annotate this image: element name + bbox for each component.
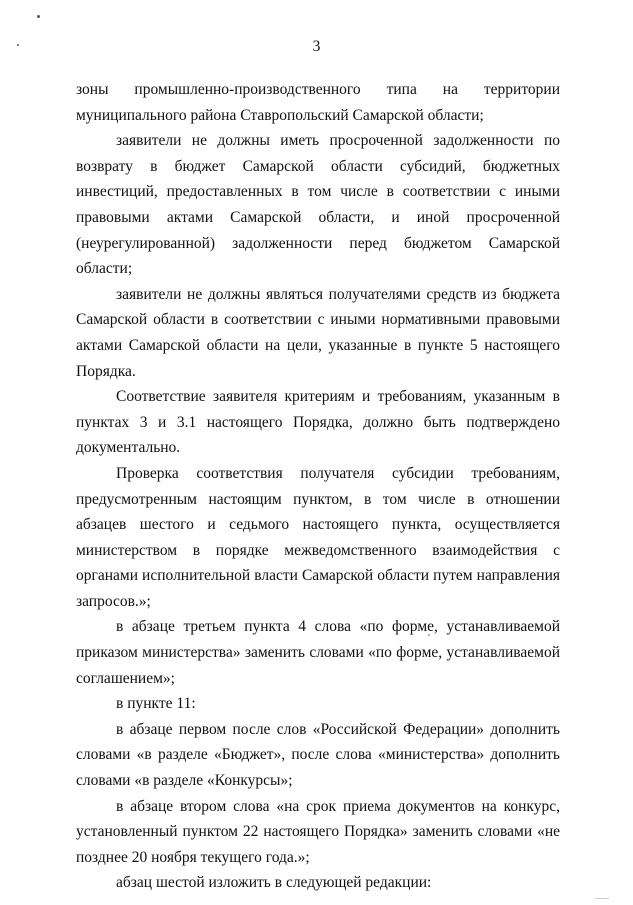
paragraph: зоны промышленно-производственного типа на территории муниципального района Ставропольский Самарской области; <box>76 81 560 124</box>
paragraph: Соответствие заявителя критериям и требованиям, указанным в пунктах 3 и 3.1 настоящего Порядка, должно быть подтверждено документально. <box>76 388 560 457</box>
paragraph: заявители не должны являться получателями средств из бюджета Самарской области в соответствии с иными нормативными правовыми актами Самарской области на цели, указанные в пункте 5 настоящего Порядка. <box>76 285 560 380</box>
paragraph: абзац шестой изложить в следующей редакции: <box>116 874 432 892</box>
scan-artifact-mark <box>595 898 609 899</box>
document-body <box>76 77 560 896</box>
page-number: 3 <box>312 38 321 55</box>
paragraph: заявители не должны иметь просроченной задолженности по возврату в бюджет Самарской области субсидий, бюджетных инвестиций, предоставленных в том числе в соответствии с иными правовыми актами Самарской области, и иной просроченной (неурегулированной) задолженности перед бюджетом Самарской области; <box>76 132 560 278</box>
paragraph: в абзаце первом после слов «Российской Федерации» дополнить словами «в разделе «Бюджет», после слова «министерства» дополнить словами «в разделе «Конкурсы»; <box>76 720 560 790</box>
paragraph: в абзаце втором слова «на срок приема документов на конкурс, установленный пунктом 22 настоящего Порядка» заменить словами «не позднее 20 ноября текущего года.»; <box>76 797 560 866</box>
paragraph: в пункте 11: <box>116 695 196 713</box>
paragraph: Проверка соответствия получателя субсидии требованиям, предусмотренным настоящим пунктом, в том числе в отношении абзацев шестого и седьмого настоящего пункта, осуществляется министерством в порядке межведомственного взаимодействия с органами исполнительной власти Самарской области путем направления запросов.»; <box>76 464 560 610</box>
paragraph: в абзаце третьем пункта 4 слова «по форме, устанавливаемой приказом министерства» заменить словами «по форме, устанавливаемой соглашением»; <box>76 618 560 687</box>
scan-artifact-dot <box>37 15 40 18</box>
